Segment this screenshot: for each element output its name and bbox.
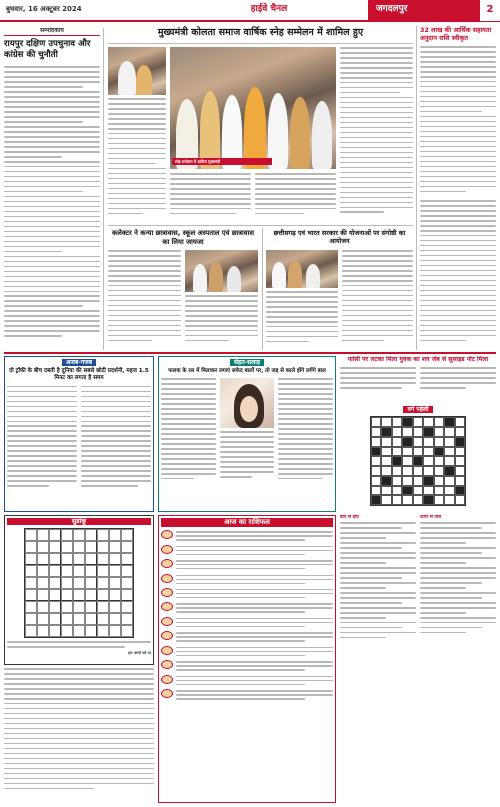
crossword-cell [423, 427, 433, 437]
sudoku-cell [85, 565, 97, 577]
editorial-headline: रायपुर दक्षिण उपचुनाव और कांग्रेस की चुनौती [4, 39, 91, 61]
crossword-cell [413, 486, 423, 496]
crossword-cell [455, 486, 465, 496]
crossword-cell [413, 427, 423, 437]
sudoku-cell [97, 589, 109, 601]
suicide-story [340, 356, 496, 404]
crossword-cell [434, 456, 444, 466]
sudoku-cell [37, 625, 49, 637]
sudoku-cell [49, 529, 61, 541]
sudoku-cell [97, 613, 109, 625]
sudoku-cell [109, 613, 121, 625]
crossword-cell [371, 447, 381, 457]
sudoku-title: सुडोकू [7, 518, 151, 525]
rashi-row [161, 646, 333, 659]
sudoku-cell [109, 565, 121, 577]
crossword-cell [402, 417, 412, 427]
zodiac-icon [161, 660, 173, 669]
sudoku-cell [61, 601, 73, 613]
zodiac-icon [161, 631, 173, 640]
crossword-cell [371, 466, 381, 476]
sudoku-cell [85, 529, 97, 541]
crossword-cell [413, 417, 423, 427]
mid-left-body [108, 250, 258, 350]
sudoku-cell [61, 589, 73, 601]
edition-city: जगदलपुर [368, 0, 478, 21]
crossword-cell [413, 466, 423, 476]
rashi-row [161, 545, 333, 558]
mid-right-headline: छत्तीसगढ़ एवं भारत सरकार की योजनाओं पर संगोष्ठी का आयोजन [273, 229, 406, 246]
crossword-cell [392, 476, 402, 486]
crossword-cell [392, 495, 402, 505]
crossword-cell [381, 495, 391, 505]
sudoku-cell [73, 589, 85, 601]
sudoku-cell [109, 601, 121, 613]
lead-headline-wrap [108, 26, 413, 42]
rashi-row [161, 631, 333, 644]
crossword-cell [371, 427, 381, 437]
zodiac-icon [161, 689, 173, 698]
rashi-row [161, 588, 333, 601]
crossword-cell [444, 437, 454, 447]
crossword-cell [455, 466, 465, 476]
sudoku-cell [85, 577, 97, 589]
sudoku-cell [121, 613, 133, 625]
paper-name: हाईवे चैनल [250, 4, 288, 15]
sudoku-footer: हल अगले पन्ने पर [128, 651, 151, 656]
zodiac-icon [161, 545, 173, 554]
sudoku-cell [73, 529, 85, 541]
crossword-cell [444, 476, 454, 486]
crossword-cell [423, 456, 433, 466]
crossword-cell [423, 476, 433, 486]
sudoku-cell [61, 565, 73, 577]
sudoku-cell [109, 529, 121, 541]
crossword-cell [434, 447, 444, 457]
sudoku-cell [49, 625, 61, 637]
sudoku-cell [109, 577, 121, 589]
sudoku-cell [97, 529, 109, 541]
clues-across-label: बाएं से दाएं [340, 515, 359, 520]
crossword-cell [371, 417, 381, 427]
crossword-cell [371, 456, 381, 466]
rashi-row [161, 675, 333, 688]
crossword-cell [413, 456, 423, 466]
crossword-cell [455, 417, 465, 427]
sudoku-cell [61, 625, 73, 637]
crossword-cell [402, 466, 412, 476]
rashifal-title: आज का राशिफल [161, 518, 333, 527]
crossword-cell [423, 466, 433, 476]
sudoku-cell [85, 613, 97, 625]
sudoku-cell [73, 625, 85, 637]
rashi-row [161, 660, 333, 673]
crossword-cell [392, 437, 402, 447]
sehat-headline: पालक के रस में मिलाकर लगाएं सफेद बालों पर, तो जड़ से काले होंगे लगेंगे बाल [168, 368, 326, 375]
sudoku-cell [61, 577, 73, 589]
crossword-cell [455, 476, 465, 486]
crossword-cell [444, 466, 454, 476]
rashifal-list [161, 530, 333, 702]
sudoku-cell [25, 589, 37, 601]
crossword-cell [413, 437, 423, 447]
mid-left-photo [185, 250, 258, 292]
sudoku-cell [25, 553, 37, 565]
rashifal-box [158, 515, 336, 803]
sudoku-cell [73, 553, 85, 565]
sudoku-cell [25, 529, 37, 541]
sudoku-cell [97, 577, 109, 589]
sudoku-cell [109, 589, 121, 601]
crossword-cell [444, 456, 454, 466]
varg-paheli-box [340, 406, 496, 512]
zodiac-icon [161, 559, 173, 568]
sudoku-cell [109, 625, 121, 637]
sudoku-instructions [4, 668, 154, 803]
crossword-cell [371, 476, 381, 486]
sudoku-cell [61, 541, 73, 553]
sudoku-cell [49, 589, 61, 601]
sudoku-cell [97, 565, 109, 577]
crossword-cell [434, 417, 444, 427]
sudoku-cell [85, 589, 97, 601]
crossword-cell [423, 486, 433, 496]
crossword-cell [392, 447, 402, 457]
crossword-cell [392, 427, 402, 437]
sudoku-cell [49, 565, 61, 577]
sudoku-cell [49, 541, 61, 553]
editorial-body [4, 66, 100, 337]
sudoku-cell [25, 613, 37, 625]
sudoku-cell [97, 541, 109, 553]
crossword-cell [423, 417, 433, 427]
sudoku-cell [25, 577, 37, 589]
sudoku-cell [73, 541, 85, 553]
sehat-box [158, 356, 336, 512]
sudoku-cell [121, 589, 133, 601]
right-col-continued [420, 200, 496, 350]
mid-right-photo [266, 250, 338, 288]
crossword-cell [413, 447, 423, 457]
sudoku-cell [25, 541, 37, 553]
sehat-photo [220, 378, 275, 428]
sudoku-cell [25, 625, 37, 637]
zodiac-icon [161, 602, 173, 611]
sudoku-cell [121, 541, 133, 553]
crossword-cell [434, 466, 444, 476]
sudoku-cell [97, 601, 109, 613]
editorial-label: सम्पादकीय [4, 28, 100, 36]
mid-right-body [266, 250, 413, 350]
crossword-cell [392, 417, 402, 427]
sudoku-cell [121, 601, 133, 613]
sudoku-cell [61, 553, 73, 565]
sudoku-cell [109, 541, 121, 553]
sudoku-cell [61, 529, 73, 541]
sudoku-cell [73, 577, 85, 589]
rashi-row [161, 689, 333, 702]
lead-photo-caption: स्नेह सम्मेलन में शामिल मुख्यमंत्री [172, 158, 272, 170]
sudoku-cell [25, 565, 37, 577]
crossword-cell [455, 427, 465, 437]
sudoku-cell [37, 565, 49, 577]
mid-right-headline-wrap [266, 229, 413, 247]
sudoku-cell [37, 541, 49, 553]
crossword-cell [444, 427, 454, 437]
crossword-cell [371, 486, 381, 496]
sudoku-box [4, 515, 154, 665]
crossword-cell [455, 437, 465, 447]
sudoku-cell [85, 553, 97, 565]
ajab-gajab-headline: दो ट्रॉफी के बीच दबती है दुनिया की सबसे छोटी प्रदर्शनी, महज 1.5 मिनट का लगता है समय [9, 368, 149, 382]
ajab-gajab-box [4, 356, 154, 512]
sudoku-cell [109, 553, 121, 565]
crossword-cell [455, 456, 465, 466]
rashi-row [161, 602, 333, 615]
varg-paheli-tag: वर्ग पहेली [403, 406, 432, 413]
lead-body-col1 [108, 47, 166, 217]
sudoku-cell [37, 601, 49, 613]
crossword-cell [423, 495, 433, 505]
sudoku-cell [85, 541, 97, 553]
sudoku-cell [37, 613, 49, 625]
lead-inset-photo [108, 47, 166, 95]
sudoku-grid [24, 528, 134, 638]
masthead [0, 0, 500, 22]
mid-left-headline: कलेक्टर ने कन्या छात्रावास, स्कूल अस्पताल एवं छात्रावास का लिया जायजा [112, 229, 254, 246]
crossword-cell [402, 447, 412, 457]
page-number: 2 [478, 0, 500, 21]
crossword-cell [423, 447, 433, 457]
zodiac-icon [161, 617, 173, 626]
crossword-cell [444, 447, 454, 457]
sudoku-cell [49, 553, 61, 565]
sudoku-cell [37, 529, 49, 541]
rashi-row [161, 559, 333, 572]
crossword-cell [434, 437, 444, 447]
rashi-row [161, 574, 333, 587]
zodiac-icon [161, 646, 173, 655]
sudoku-cell [85, 625, 97, 637]
lead-main-photo [170, 47, 336, 169]
clues-down-label: ऊपर से नीचे [420, 515, 442, 520]
crossword-cell [381, 476, 391, 486]
crossword-cell [413, 476, 423, 486]
right-top-story [420, 26, 496, 198]
crossword-cell [402, 456, 412, 466]
sudoku-cell [121, 529, 133, 541]
paheli-clues [340, 515, 496, 803]
lead-body-col3 [340, 47, 413, 223]
sehat-tag: सेहत-सलाह [230, 359, 264, 366]
crossword-cell [392, 456, 402, 466]
sudoku-cell [61, 613, 73, 625]
lead-headline: मुख्यमंत्री कोलता समाज वार्षिक स्नेह सम्मेलन में शामिल हुए [157, 27, 364, 38]
crossword-cell [402, 495, 412, 505]
crossword-cell [444, 486, 454, 496]
sudoku-cell [49, 577, 61, 589]
sudoku-cell [49, 613, 61, 625]
crossword-cell [381, 427, 391, 437]
issue-date: बुधवार, 16 अक्टूबर 2024 [6, 5, 82, 14]
crossword-cell [381, 456, 391, 466]
sudoku-cell [121, 625, 133, 637]
editorial-column [4, 28, 100, 350]
crossword-cell [413, 495, 423, 505]
sudoku-cell [73, 601, 85, 613]
suicide-headline: फांसी पर लटका मिला युवक का शव जेब से सुसाइड नोट मिला [347, 356, 489, 363]
crossword-cell [434, 476, 444, 486]
sudoku-cell [37, 553, 49, 565]
lead-main-photo-wrap [170, 47, 336, 169]
crossword-cell [371, 495, 381, 505]
sudoku-cell [73, 565, 85, 577]
crossword-cell [455, 447, 465, 457]
crossword-cell [402, 486, 412, 496]
right-top-headline: 32 लाख की आर्थिक सहायता अनुदान राशि स्वीकृत [420, 26, 492, 42]
sudoku-cell [49, 601, 61, 613]
sudoku-cell [121, 553, 133, 565]
rashi-row [161, 617, 333, 630]
crossword-cell [371, 437, 381, 447]
lead-body-under [170, 173, 336, 223]
crossword-cell [402, 427, 412, 437]
sudoku-cell [121, 565, 133, 577]
crossword-cell [381, 486, 391, 496]
crossword-cell [402, 437, 412, 447]
sudoku-cell [85, 601, 97, 613]
crossword-cell [381, 437, 391, 447]
sudoku-cell [37, 589, 49, 601]
sudoku-cell [97, 553, 109, 565]
zodiac-icon [161, 588, 173, 597]
mid-left-headline-wrap [108, 229, 258, 247]
sudoku-cell [73, 613, 85, 625]
ajab-gajab-tag: अजब-गजब [62, 359, 96, 366]
crossword-cell [444, 417, 454, 427]
crossword-grid [370, 416, 466, 506]
crossword-cell [392, 466, 402, 476]
sudoku-cell [121, 577, 133, 589]
crossword-cell [402, 476, 412, 486]
zodiac-icon [161, 530, 173, 539]
sudoku-cell [37, 577, 49, 589]
zodiac-icon [161, 574, 173, 583]
crossword-cell [455, 495, 465, 505]
sudoku-cell [97, 625, 109, 637]
crossword-cell [392, 486, 402, 496]
zodiac-icon [161, 675, 173, 684]
rashi-row [161, 530, 333, 543]
crossword-cell [381, 447, 391, 457]
crossword-cell [381, 417, 391, 427]
crossword-cell [434, 495, 444, 505]
sudoku-cell [25, 601, 37, 613]
crossword-cell [434, 427, 444, 437]
crossword-cell [381, 466, 391, 476]
crossword-cell [444, 495, 454, 505]
crossword-cell [423, 437, 433, 447]
crossword-cell [434, 486, 444, 496]
